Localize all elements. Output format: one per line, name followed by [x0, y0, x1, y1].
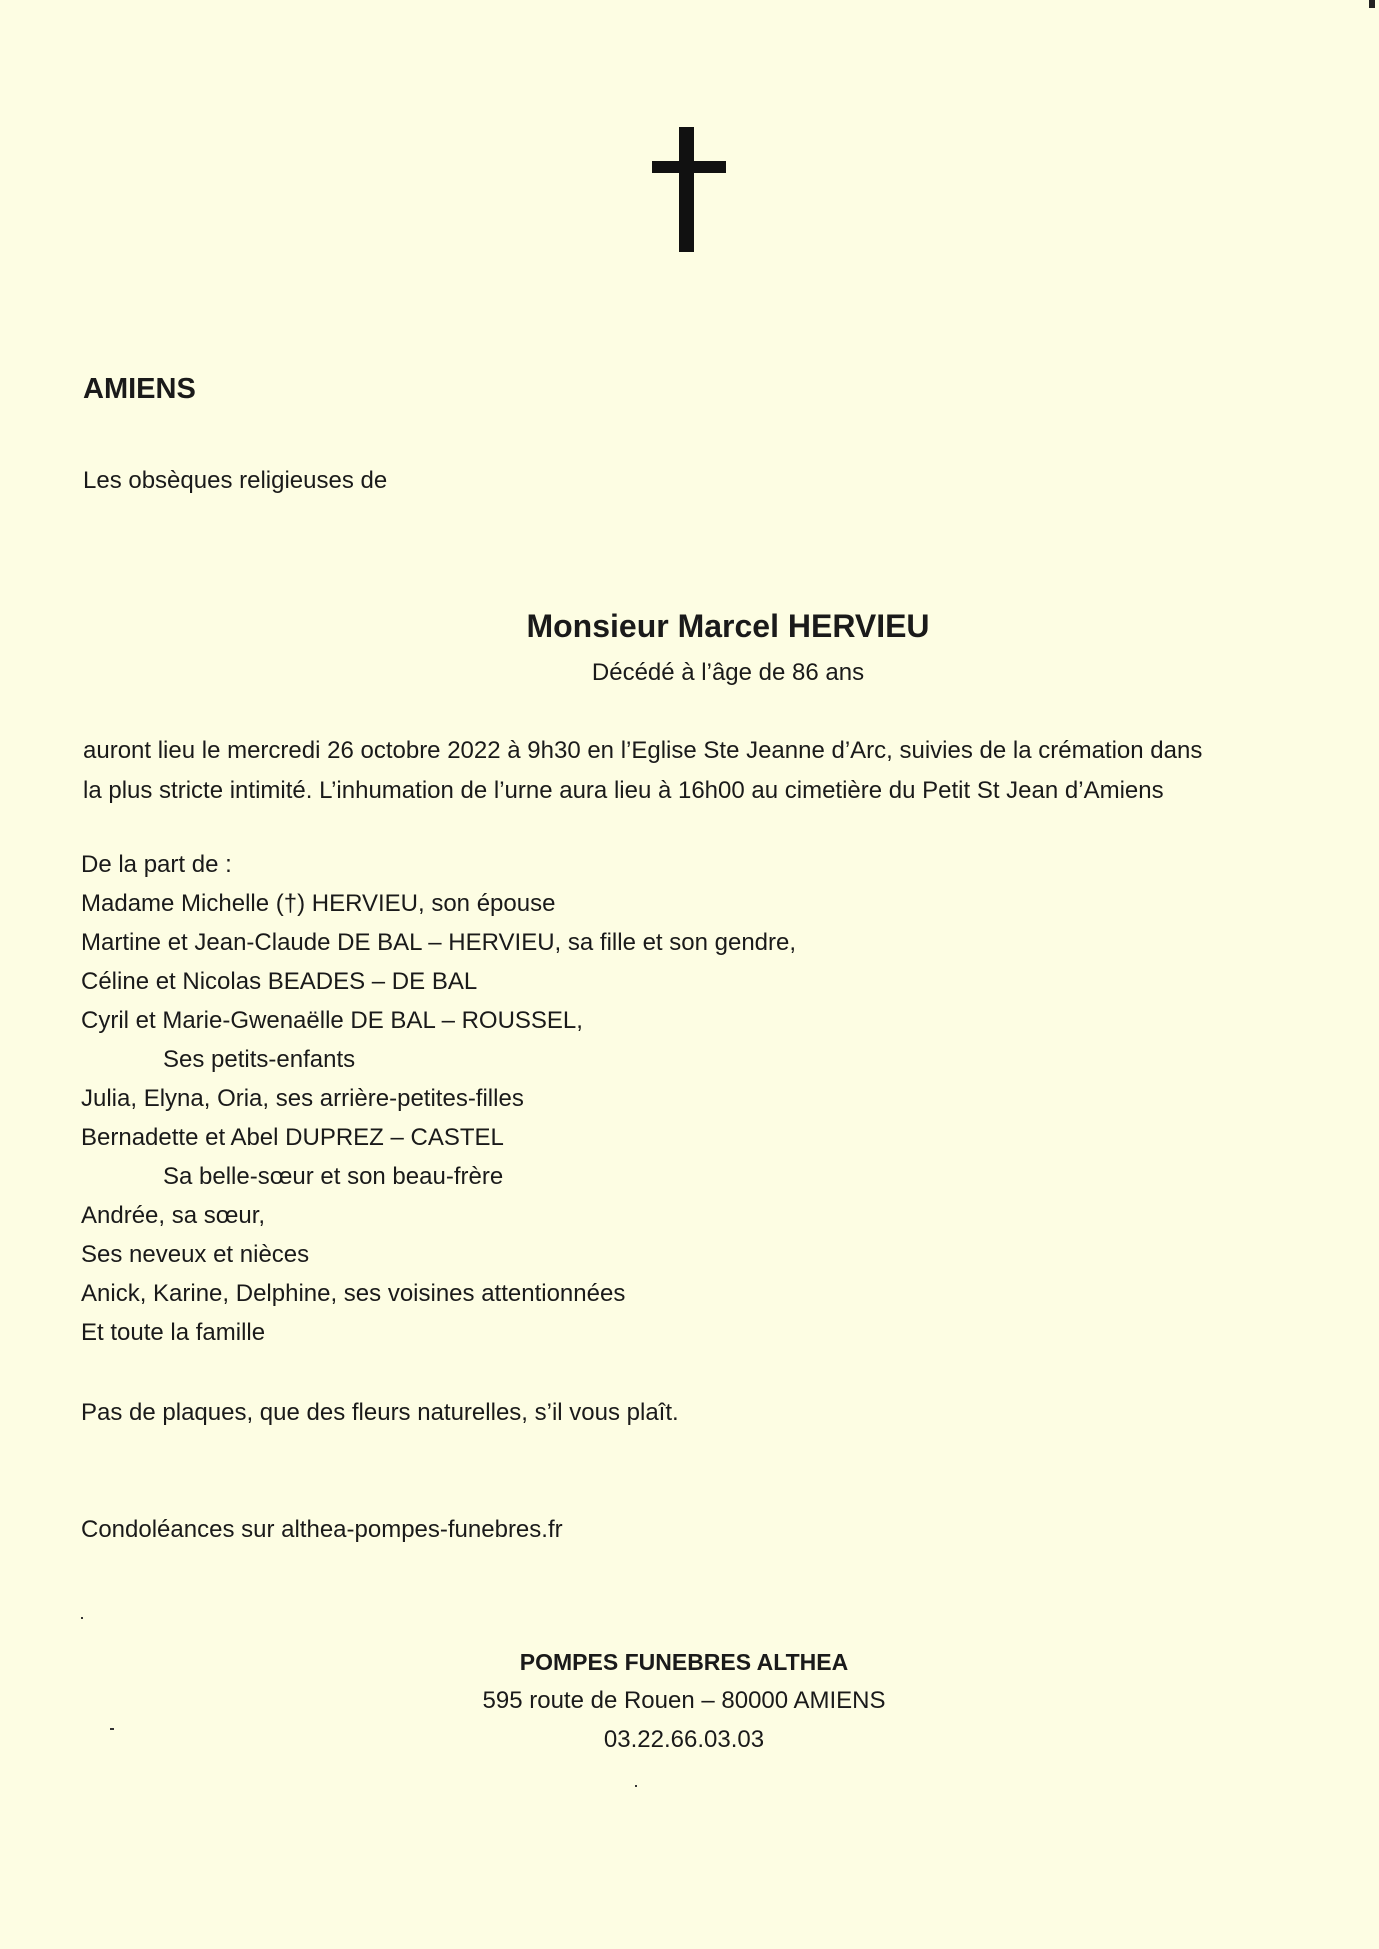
ceremony-line-2: la plus stricte intimité. L’inhumation de l’urne aura lieu à 16h00 au cimetière du Petit St Jean d’Amiens [83, 777, 1164, 804]
family-line: Martine et Jean-Claude DE BAL – HERVIEU, sa fille et son gendre, [81, 929, 797, 956]
funeral-home-address: 595 route de Rouen – 80000 AMIENS [482, 1687, 886, 1714]
scan-speck [110, 1728, 114, 1730]
intro-text: Les obsèques religieuses de [83, 467, 388, 494]
ceremony-line-1: auront lieu le mercredi 26 octobre 2022 à 9h30 en l’Eglise Ste Jeanne d’Arc, suivies de la crémation dans [83, 737, 1203, 764]
family-heading: De la part de : [81, 851, 232, 878]
family-line: Ses neveux et nièces [81, 1241, 310, 1268]
funeral-home-name: POMPES FUNEBRES ALTHEA [519, 1649, 849, 1675]
family-line: Cyril et Marie-Gwenaëlle DE BAL – ROUSSEL, [81, 1007, 583, 1034]
family-line: Sa belle-sœur et son beau-frère [163, 1163, 504, 1190]
scan-speck [635, 1785, 637, 1787]
scan-speck [81, 1617, 83, 1619]
place-heading: AMIENS [83, 373, 196, 405]
funeral-home-phone: 03.22.66.03.03 [603, 1726, 765, 1753]
family-line: Céline et Nicolas BEADES – DE BAL [81, 968, 478, 995]
family-line: Anick, Karine, Delphine, ses voisines attentionnées [81, 1280, 626, 1307]
family-line: Et toute la famille [81, 1319, 266, 1346]
deceased-name: Monsieur Marcel HERVIEU [526, 608, 930, 644]
family-line: Julia, Elyna, Oria, ses arrière-petites-filles [81, 1085, 524, 1112]
family-line: Andrée, sa sœur, [81, 1202, 266, 1229]
condolences-line: Condoléances sur althea-pompes-funebres.fr [81, 1516, 563, 1543]
family-line: Bernadette et Abel DUPREZ – CASTEL [81, 1124, 504, 1151]
family-line: Madame Michelle (†) HERVIEU, son épouse [81, 890, 556, 917]
deceased-age: Décédé à l’âge de 86 ans [591, 659, 865, 686]
scan-mark [1369, 0, 1375, 8]
family-line: Ses petits-enfants [163, 1046, 356, 1073]
flowers-request: Pas de plaques, que des fleurs naturelles, s’il vous plaît. [81, 1399, 679, 1426]
